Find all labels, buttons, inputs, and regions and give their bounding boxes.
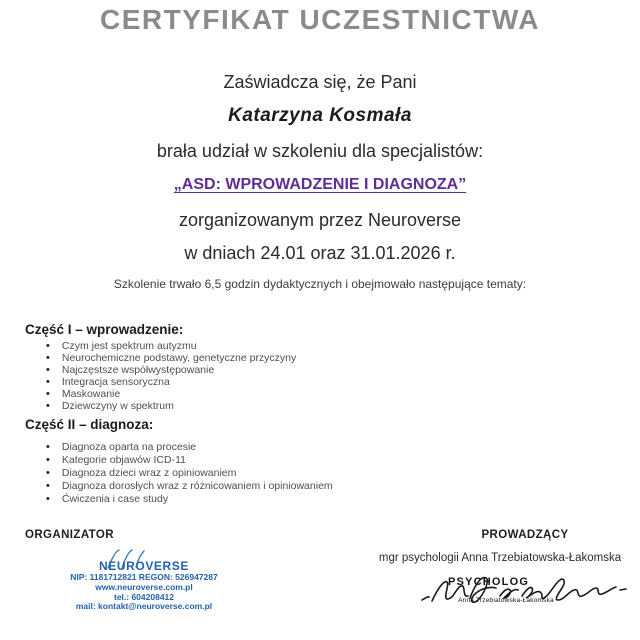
list-item: • Najczęstsze współwystępowanie: [46, 364, 296, 376]
list-item: • Integracja sensoryczna: [46, 376, 296, 388]
organizer-stamp-ids: NIP: 1181712821 REGON: 526947287: [70, 572, 218, 582]
list-item: • Diagnoza oparta na procesie: [46, 441, 333, 454]
trainer-stamp-title: PSYCHOLOG: [448, 576, 530, 588]
list-item: • Neurochemiczne podstawy, genetyczne przyczyny: [46, 352, 296, 364]
certificate-title: CERTYFIKAT UCZESTNICTWA: [100, 4, 540, 35]
participant-name: Katarzyna Kosmała: [228, 105, 412, 126]
section-1-topic-list: [46, 340, 296, 413]
participation-line: brała udział w szkoleniu dla specjalistów:: [156, 141, 484, 161]
section-1-heading: Część I – wprowadzenie:: [25, 322, 184, 337]
course-title-text: „ASD: WPROWADZENIE I DIAGNOZA”: [173, 176, 467, 193]
list-item: • Maskowanie: [46, 388, 296, 400]
list-item: • Diagnoza dorosłych wraz z różnicowaniem i opiniowaniem: [46, 480, 333, 493]
duration-line: Szkolenie trwało 6,5 godzin dydaktycznych i obejmowało następujące tematy:: [113, 277, 527, 291]
organizer-stamp-name: NEUROVERSE: [98, 559, 190, 573]
organizer-stamp-phone: tel.: 604208412: [113, 591, 175, 602]
organizer-stamp-website: www.neuroverse.com.pl: [95, 581, 193, 592]
list-item: • Dziewczyny w spektrum: [46, 400, 296, 412]
dates-line: w dniach 24.01 oraz 31.01.2026 r.: [184, 243, 456, 263]
intro-line: Zaświadcza się, że Pani: [223, 72, 417, 92]
organized-line: zorganizowanym przez Neuroverse: [178, 210, 462, 230]
organizer-signature-scribble: [100, 548, 162, 570]
organizer-label: ORGANIZATOR: [25, 529, 114, 541]
trainer-signature: [418, 574, 630, 608]
organizer-stamp-email: mail: kontakt@neuroverse.com.pl: [75, 601, 213, 612]
section-2-topic-list: [46, 441, 333, 506]
trainer-name: mgr psychologii Anna Trzebiatowska-Łakomska: [378, 552, 622, 564]
list-item: • Diagnoza dzieci wraz z opiniowaniem: [46, 467, 333, 480]
course-title: [0, 176, 640, 194]
list-item: • Kategorie objawów ICD-11: [46, 454, 333, 467]
trainer-stamp-name: Anna Trzebiatowska-Łakomska: [458, 597, 554, 604]
list-item: • Czym jest spektrum autyzmu: [46, 340, 296, 352]
trainer-label: PROWADZĄCY: [481, 529, 569, 541]
list-item: • Ćwiczenia i case study: [46, 493, 333, 506]
section-2-heading: Część II – diagnoza:: [25, 417, 154, 432]
